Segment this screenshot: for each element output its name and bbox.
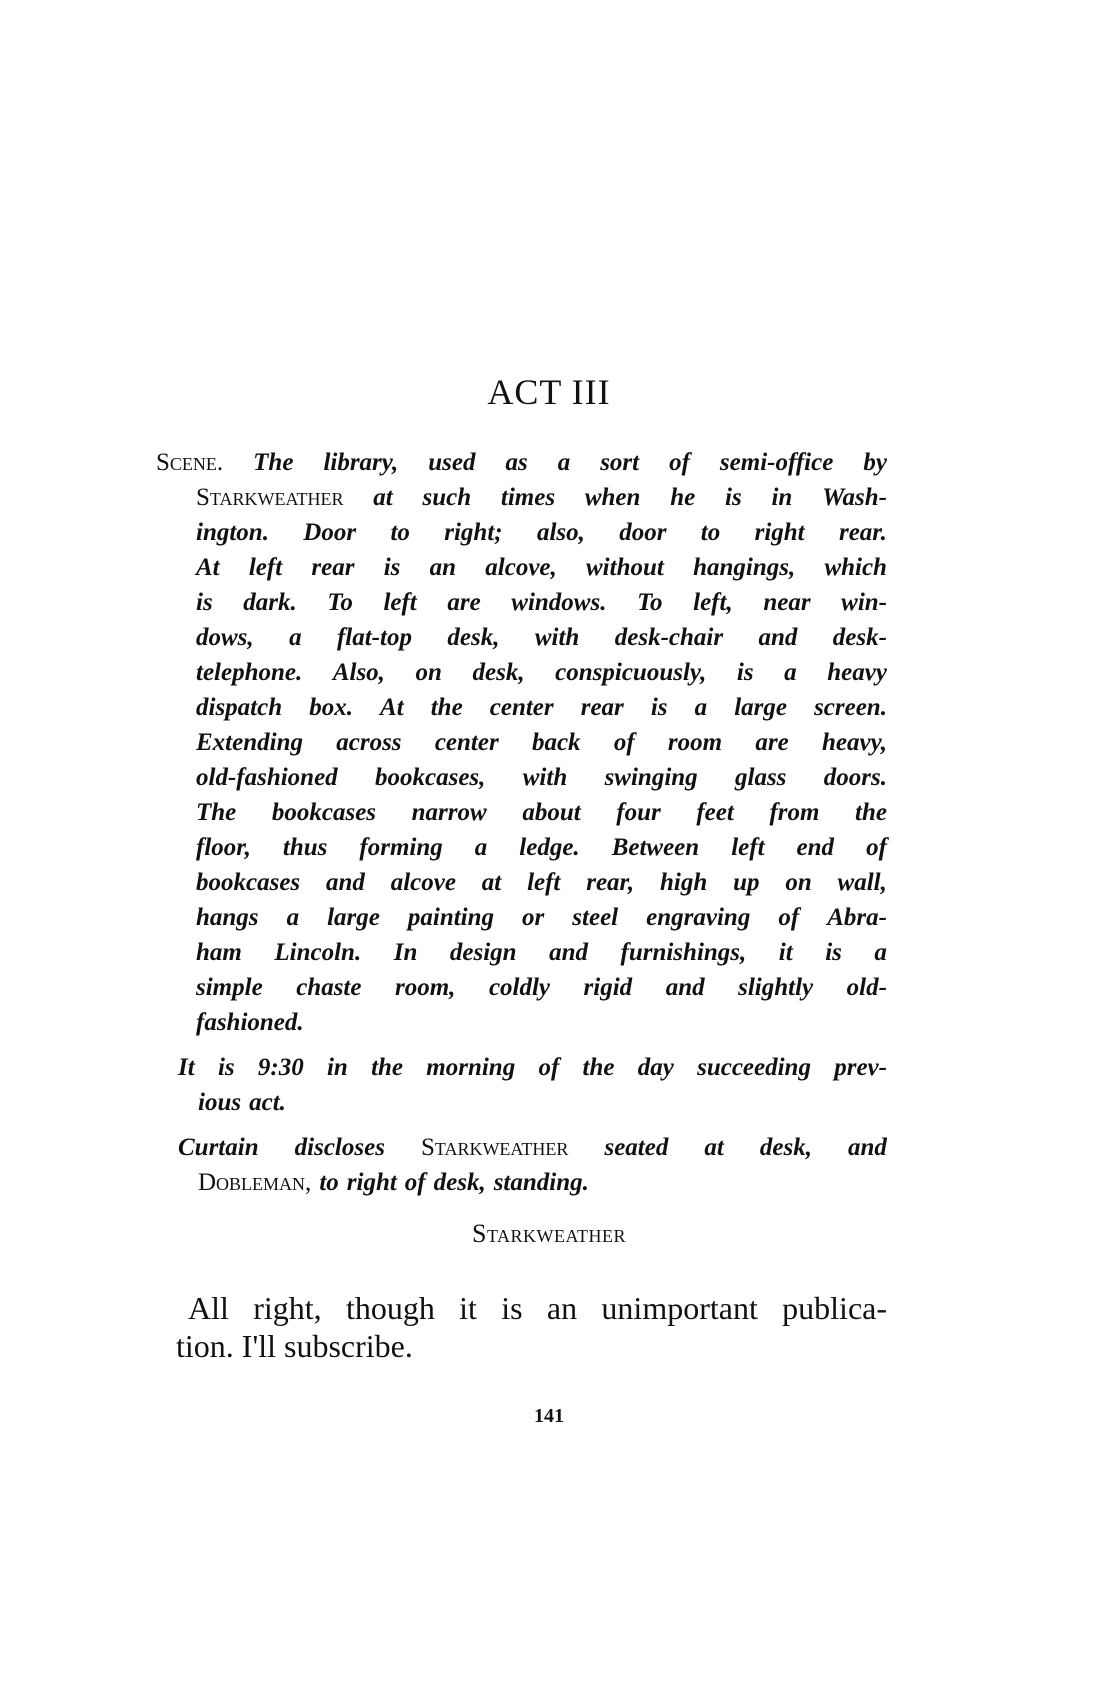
speaker-name: Starkweather bbox=[471, 1219, 626, 1248]
word: box. bbox=[309, 694, 353, 721]
word: The bbox=[253, 449, 294, 476]
text-line bbox=[196, 795, 887, 830]
word: an bbox=[546, 1290, 578, 1326]
text-line bbox=[196, 725, 887, 760]
text-line bbox=[178, 1050, 887, 1085]
word: of bbox=[404, 1169, 426, 1196]
text-line bbox=[198, 1085, 286, 1120]
word: is bbox=[650, 694, 668, 721]
text-line bbox=[156, 445, 887, 480]
text-line bbox=[196, 1005, 304, 1040]
word: high bbox=[659, 869, 708, 896]
word: the bbox=[855, 799, 887, 826]
word: Extending bbox=[196, 729, 303, 756]
word: To bbox=[637, 589, 663, 616]
word: across bbox=[336, 729, 402, 756]
word: At bbox=[196, 554, 220, 581]
word: In bbox=[393, 939, 418, 966]
word: wall, bbox=[837, 869, 887, 896]
word: succeeding bbox=[697, 1054, 811, 1081]
word: desk- bbox=[832, 624, 887, 651]
word: doors. bbox=[823, 764, 887, 791]
word: are bbox=[447, 589, 481, 616]
word: to bbox=[700, 519, 721, 546]
word: is bbox=[736, 659, 754, 686]
word: which bbox=[824, 554, 887, 581]
word: at bbox=[373, 484, 393, 511]
text-line bbox=[196, 865, 887, 900]
text-line bbox=[196, 655, 887, 690]
word: design bbox=[449, 939, 517, 966]
word: is bbox=[217, 1054, 235, 1081]
word: The bbox=[196, 799, 237, 826]
word: of bbox=[778, 904, 800, 931]
word: Abra- bbox=[827, 904, 887, 931]
word: rear. bbox=[838, 519, 887, 546]
word: up bbox=[733, 869, 760, 896]
word: left bbox=[527, 869, 561, 896]
character-name: Starkweather bbox=[196, 484, 344, 511]
speech-line bbox=[188, 1289, 887, 1327]
word: unimportant bbox=[601, 1290, 758, 1326]
word: left, bbox=[693, 589, 733, 616]
word: library, bbox=[323, 449, 399, 476]
word: the bbox=[582, 1054, 615, 1081]
word: as bbox=[505, 449, 528, 476]
word: Curtain bbox=[178, 1134, 259, 1161]
word: standing. bbox=[493, 1169, 589, 1196]
word: a bbox=[474, 834, 488, 861]
word: and bbox=[758, 624, 798, 651]
text-line bbox=[196, 760, 887, 795]
text-line bbox=[196, 935, 887, 970]
word: ington. bbox=[196, 519, 269, 546]
word: center bbox=[434, 729, 499, 756]
page-number: 141 bbox=[534, 1405, 564, 1427]
word: At bbox=[380, 694, 404, 721]
word: of bbox=[669, 449, 690, 476]
word: glass bbox=[735, 764, 787, 791]
word: in bbox=[326, 1054, 348, 1081]
character-name: Scene. bbox=[156, 449, 224, 476]
word: Between bbox=[611, 834, 700, 861]
word: or bbox=[522, 904, 545, 931]
word: of bbox=[613, 729, 635, 756]
word: used bbox=[428, 449, 476, 476]
word: is bbox=[196, 589, 213, 616]
word: win- bbox=[841, 589, 887, 616]
word: a bbox=[784, 659, 797, 686]
word: with bbox=[534, 624, 580, 651]
text-line bbox=[196, 550, 887, 585]
word: floor, bbox=[196, 834, 251, 861]
text-line bbox=[178, 1130, 887, 1165]
word: right bbox=[754, 519, 805, 546]
word: painting bbox=[407, 904, 495, 931]
word: bookcases bbox=[271, 799, 377, 826]
word: ious bbox=[198, 1089, 242, 1116]
word: desk, bbox=[472, 659, 525, 686]
word: about bbox=[522, 799, 581, 826]
word: he bbox=[670, 484, 696, 511]
word: hangings, bbox=[693, 554, 796, 581]
word: on bbox=[785, 869, 812, 896]
word: engraving bbox=[646, 904, 751, 931]
word: dispatch bbox=[196, 694, 283, 721]
character-name: Starkweather bbox=[420, 1134, 569, 1161]
word: coldly bbox=[488, 974, 551, 1001]
word: rear bbox=[580, 694, 624, 721]
word: semi-office bbox=[719, 449, 834, 476]
word: ledge. bbox=[519, 834, 580, 861]
word: screen. bbox=[814, 694, 887, 721]
word: morning bbox=[426, 1054, 516, 1081]
word: narrow bbox=[411, 799, 487, 826]
word: with bbox=[522, 764, 568, 791]
word: alcove, bbox=[485, 554, 557, 581]
word: at bbox=[704, 1134, 724, 1161]
word: hangs bbox=[196, 904, 259, 931]
word: furnishings, bbox=[620, 939, 747, 966]
text-line bbox=[196, 585, 887, 620]
word: desk, bbox=[759, 1134, 812, 1161]
word: back bbox=[531, 729, 581, 756]
word: seated bbox=[604, 1134, 669, 1161]
word: a bbox=[874, 939, 887, 966]
word: though bbox=[345, 1290, 435, 1326]
word: also, bbox=[536, 519, 585, 546]
word: near bbox=[763, 589, 811, 616]
word: slightly bbox=[738, 974, 814, 1001]
word: heavy, bbox=[821, 729, 887, 756]
word: in bbox=[771, 484, 793, 511]
word: prev- bbox=[834, 1054, 887, 1081]
word: times bbox=[500, 484, 556, 511]
word: Also, bbox=[332, 659, 385, 686]
word: Lincoln. bbox=[274, 939, 362, 966]
word: act. bbox=[249, 1089, 286, 1116]
word: a bbox=[557, 449, 571, 476]
word: conspicuously, bbox=[555, 659, 707, 686]
word: feet bbox=[696, 799, 734, 826]
word: Wash- bbox=[822, 484, 887, 511]
word: and bbox=[549, 939, 588, 966]
word: simple bbox=[196, 974, 263, 1001]
speech-line: tion. I'll subscribe. bbox=[176, 1328, 413, 1364]
word: It bbox=[178, 1054, 195, 1081]
word: desk, bbox=[433, 1169, 486, 1196]
word: large bbox=[734, 694, 787, 721]
text-line bbox=[196, 690, 887, 725]
word: rear, bbox=[586, 869, 635, 896]
word: Door bbox=[303, 519, 357, 546]
word: end bbox=[796, 834, 835, 861]
word: thus bbox=[282, 834, 328, 861]
text-line bbox=[196, 900, 887, 935]
word: steel bbox=[572, 904, 619, 931]
text-line bbox=[196, 830, 887, 865]
word: and bbox=[848, 1134, 887, 1161]
text-line bbox=[196, 480, 887, 515]
word: the bbox=[430, 694, 463, 721]
character-name: Dobleman, bbox=[198, 1169, 312, 1196]
word: alcove bbox=[390, 869, 456, 896]
word: from bbox=[769, 799, 820, 826]
word: room, bbox=[394, 974, 456, 1001]
word: is bbox=[825, 939, 842, 966]
word: are bbox=[755, 729, 789, 756]
word: such bbox=[422, 484, 472, 511]
word: when bbox=[584, 484, 641, 511]
word: desk-chair bbox=[614, 624, 724, 651]
word: chaste bbox=[296, 974, 362, 1001]
text-line bbox=[196, 620, 887, 655]
word: to bbox=[390, 519, 410, 546]
word: swinging bbox=[604, 764, 698, 791]
word: desk, bbox=[447, 624, 500, 651]
word: the bbox=[371, 1054, 404, 1081]
text-line bbox=[196, 515, 887, 550]
word: large bbox=[327, 904, 380, 931]
word: a bbox=[289, 624, 302, 651]
word: a bbox=[286, 904, 300, 931]
word: by bbox=[863, 449, 887, 476]
word: left bbox=[383, 589, 417, 616]
word: right, bbox=[253, 1290, 322, 1326]
word: day bbox=[637, 1054, 674, 1081]
word: right bbox=[346, 1169, 397, 1196]
word: rigid bbox=[583, 974, 633, 1001]
word: and bbox=[325, 869, 365, 896]
word: forming bbox=[359, 834, 443, 861]
word: bookcases, bbox=[375, 764, 486, 791]
text-line bbox=[196, 970, 887, 1005]
word: bookcases bbox=[196, 869, 301, 896]
word: right; bbox=[444, 519, 503, 546]
word: telephone. bbox=[196, 659, 303, 686]
word: is bbox=[383, 554, 401, 581]
word: of bbox=[866, 834, 887, 861]
word: at bbox=[481, 869, 502, 896]
word: All bbox=[188, 1290, 229, 1326]
word: an bbox=[429, 554, 457, 581]
word: four bbox=[616, 799, 661, 826]
word: left bbox=[731, 834, 765, 861]
word: windows. bbox=[511, 589, 607, 616]
word: door bbox=[619, 519, 667, 546]
word: a bbox=[694, 694, 708, 721]
word: sort bbox=[600, 449, 640, 476]
word: of bbox=[538, 1054, 560, 1081]
word: fashioned. bbox=[196, 1009, 304, 1036]
word: is bbox=[501, 1290, 523, 1326]
word: old- bbox=[846, 974, 887, 1001]
word: dark. bbox=[243, 589, 297, 616]
word: heavy bbox=[827, 659, 887, 686]
word: on bbox=[415, 659, 442, 686]
word: is bbox=[725, 484, 742, 511]
word: it bbox=[459, 1290, 477, 1326]
text-line bbox=[198, 1165, 589, 1200]
act-title: ACT III bbox=[487, 372, 611, 412]
word: room bbox=[667, 729, 723, 756]
word: ham bbox=[196, 939, 242, 966]
word: without bbox=[586, 554, 664, 581]
word: dows, bbox=[196, 624, 254, 651]
word: rear bbox=[311, 554, 355, 581]
word: left bbox=[248, 554, 283, 581]
word: old-fashioned bbox=[196, 764, 338, 791]
word: 9:30 bbox=[257, 1054, 304, 1081]
word: center bbox=[489, 694, 554, 721]
word: it bbox=[778, 939, 793, 966]
word: publica- bbox=[782, 1290, 887, 1326]
word: discloses bbox=[294, 1134, 385, 1161]
word: flat-top bbox=[336, 624, 412, 651]
word: to bbox=[319, 1169, 339, 1196]
word: and bbox=[665, 974, 705, 1001]
word: To bbox=[327, 589, 353, 616]
